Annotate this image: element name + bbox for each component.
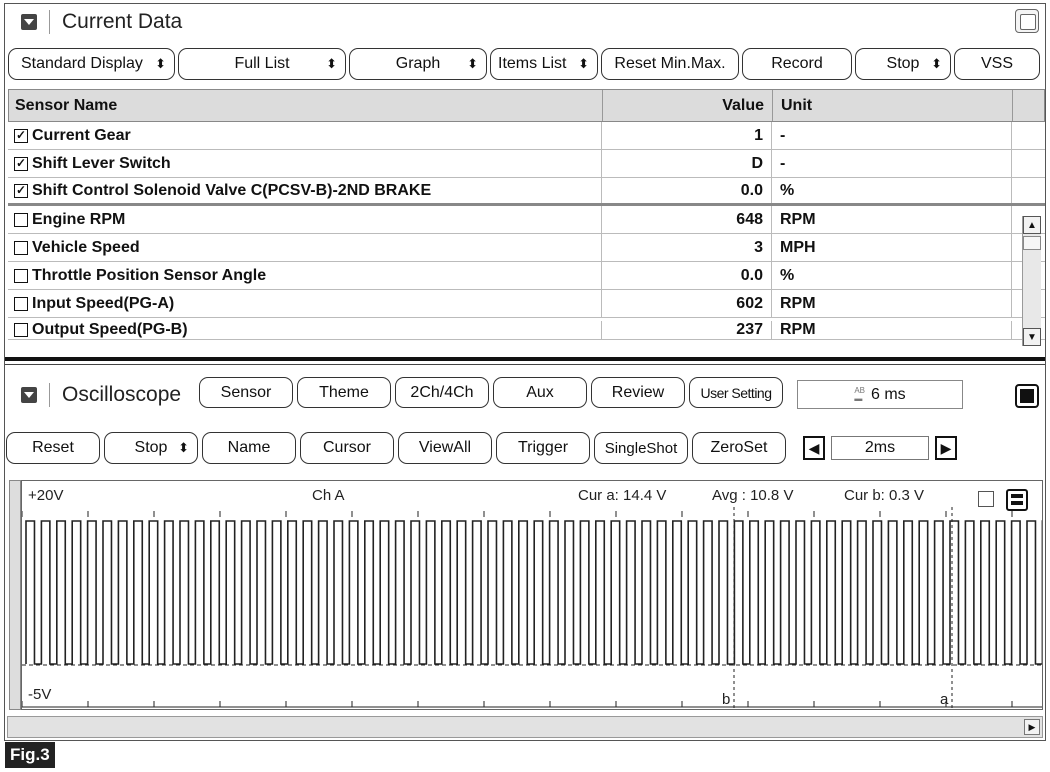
scan-tool-window xyxy=(4,3,1046,741)
cursor-b-marker: b xyxy=(722,691,731,708)
record-button[interactable]: Record xyxy=(742,48,852,80)
oscilloscope-panel xyxy=(5,376,1045,742)
timebase-decrease-icon[interactable]: ◀ xyxy=(803,436,825,460)
updown-arrow-icon: ⬍ xyxy=(578,56,589,71)
checkbox-icon[interactable] xyxy=(978,491,994,507)
updown-arrow-icon: ⬍ xyxy=(178,440,189,455)
header-unit: Unit xyxy=(773,90,1013,121)
table-scrollbar[interactable] xyxy=(1022,216,1041,346)
figure-label: Fig.3 xyxy=(5,742,55,768)
window-toggle-icon[interactable] xyxy=(1015,9,1039,33)
menu-icon[interactable] xyxy=(1006,489,1028,511)
scroll-thumb[interactable] xyxy=(1023,236,1041,250)
timebase-increase-icon[interactable]: ▶ xyxy=(935,436,957,460)
timebase-value: 2ms xyxy=(831,436,929,460)
table-row[interactable]: Engine RPM 648 RPM xyxy=(8,206,1045,234)
oscilloscope-title: Oscilloscope xyxy=(62,383,182,406)
table-row[interactable]: ✓ Shift Control Solenoid Valve C(PCSV-B)-2ND BRAKE 0.0 % xyxy=(8,178,1045,206)
current-data-title: Current Data xyxy=(62,9,183,33)
cursor-button[interactable]: Cursor xyxy=(300,432,394,464)
sensor-table xyxy=(8,89,1045,340)
table-header xyxy=(8,89,1045,122)
name-button[interactable]: Name xyxy=(202,432,296,464)
vmax-label: +20V xyxy=(28,487,64,504)
average-readout: Avg : 10.8 V xyxy=(712,487,794,504)
left-side-handle[interactable] xyxy=(9,480,21,710)
checkbox-icon[interactable] xyxy=(14,297,28,311)
aux-button[interactable]: Aux xyxy=(493,377,587,408)
oscilloscope-screen[interactable] xyxy=(21,480,1043,710)
checkbox-checked-icon[interactable]: ✓ xyxy=(15,182,27,197)
checkbox-checked-icon[interactable]: ✓ xyxy=(15,155,27,170)
updown-arrow-icon: ⬍ xyxy=(326,56,337,71)
collapse-triangle-icon[interactable] xyxy=(21,14,37,30)
checkbox-checked-icon[interactable]: ✓ xyxy=(15,127,27,142)
current-data-toolbar xyxy=(5,48,1045,80)
horizontal-scrollbar[interactable] xyxy=(7,716,1043,738)
zeroset-button[interactable]: ZeroSet xyxy=(692,432,786,464)
cursor-b-readout: Cur b: 0.3 V xyxy=(844,487,925,504)
header-sensor-name: Sensor Name xyxy=(9,90,603,121)
stop-select[interactable]: Stop ⬍ xyxy=(104,432,198,464)
current-data-header xyxy=(5,4,1045,39)
checkbox-icon[interactable] xyxy=(14,241,28,255)
singleshot-button[interactable]: SingleShot xyxy=(594,432,688,464)
ab-icon: AB ▬ xyxy=(854,385,865,403)
user-setting-button[interactable]: User Setting xyxy=(689,377,783,408)
reset-button[interactable]: Reset xyxy=(6,432,100,464)
viewall-button[interactable]: ViewAll xyxy=(398,432,492,464)
updown-arrow-icon: ⬍ xyxy=(931,56,942,71)
scroll-down-icon[interactable]: ▼ xyxy=(1023,328,1041,346)
waveform-trace xyxy=(22,481,1043,710)
scroll-right-icon[interactable]: ▶ xyxy=(1024,719,1040,735)
items-list-select[interactable]: Items List ⬍ xyxy=(490,48,598,80)
channel-mode-button[interactable]: 2Ch/4Ch xyxy=(395,377,489,408)
vss-button[interactable]: VSS xyxy=(954,48,1040,80)
checkbox-icon[interactable] xyxy=(14,323,28,337)
checkbox-icon[interactable] xyxy=(14,269,28,283)
table-row[interactable]: Vehicle Speed 3 MPH xyxy=(8,234,1045,262)
cursor-a-marker: a xyxy=(940,691,949,708)
period-display: AB ▬ 6 ms xyxy=(797,380,963,409)
reset-minmax-button[interactable]: Reset Min.Max. xyxy=(601,48,739,80)
scroll-up-icon[interactable]: ▲ xyxy=(1023,216,1041,234)
table-row[interactable]: ✓ Shift Lever Switch D - xyxy=(8,150,1045,178)
table-row[interactable]: Throttle Position Sensor Angle 0.0 % xyxy=(8,262,1045,290)
table-row[interactable]: Input Speed(PG-A) 602 RPM xyxy=(8,290,1045,318)
checkbox-icon[interactable] xyxy=(14,213,28,227)
header-value: Value xyxy=(603,90,773,121)
full-list-select[interactable]: Full List ⬍ xyxy=(178,48,346,80)
table-row[interactable]: ✓ Current Gear 1 - xyxy=(8,122,1045,150)
updown-arrow-icon: ⬍ xyxy=(467,56,478,71)
stop-square-icon[interactable] xyxy=(1015,384,1039,408)
stop-select[interactable]: Stop ⬍ xyxy=(855,48,951,80)
table-row[interactable]: Output Speed(PG-B) 237 RPM xyxy=(8,318,1045,340)
vmin-label: -5V xyxy=(28,686,52,703)
trigger-button[interactable]: Trigger xyxy=(496,432,590,464)
collapse-triangle-icon[interactable] xyxy=(21,387,37,403)
cursor-a-readout: Cur a: 14.4 V xyxy=(578,487,667,504)
sensor-button[interactable]: Sensor xyxy=(199,377,293,408)
updown-arrow-icon: ⬍ xyxy=(155,56,166,71)
theme-button[interactable]: Theme xyxy=(297,377,391,408)
review-button[interactable]: Review xyxy=(591,377,685,408)
graph-select[interactable]: Graph ⬍ xyxy=(349,48,487,80)
standard-display-select[interactable]: Standard Display ⬍ xyxy=(8,48,175,80)
channel-label: Ch A xyxy=(312,487,345,504)
